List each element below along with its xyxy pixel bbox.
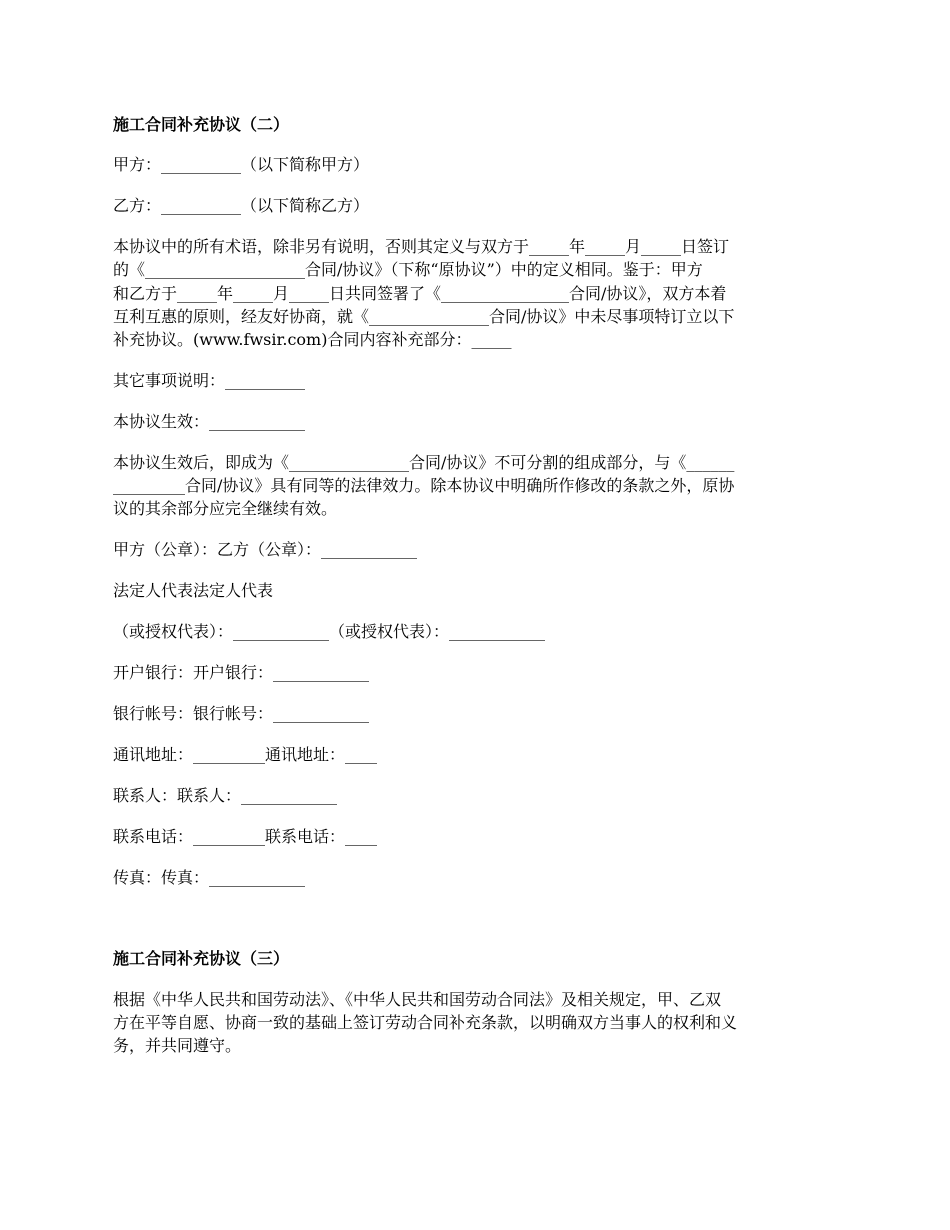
party-a-line: 甲方：__________（以下简称甲方） [113,155,370,174]
phone-line: 联系电话：_________联系电话：____ [113,827,378,846]
intro-line: 和乙方于_____年_____月_____日共同签署了《________________合同/协议》，双方本着 [113,284,727,303]
section3-intro-line: 务，并共同遵守。 [113,1036,242,1055]
contact-line: 联系人：联系人：____________ [113,786,338,805]
address-line: 通讯地址：_________通讯地址：____ [113,745,378,764]
section3-intro-line: 方在平等自愿、协商一致的基础上签订劳动合同补充条款，以明确双方当事人的权利和义 [113,1013,738,1032]
fax-line: 传真：传真：____________ [113,868,306,887]
effect-clause-line: 议的其余部分应完全继续有效。 [113,499,338,518]
section2-title: 施工合同补充协议（二） [113,115,290,134]
section3-intro-line: 根据《中华人民共和国劳动法》、《中华人民共和国劳动合同法》及相关规定，甲、乙双 [113,990,722,1009]
effect-clause-line: 本协议生效后，即成为《_______________合同/协议》不可分割的组成部分，与《______ [113,453,735,472]
authorized-line: （或授权代表）：____________（或授权代表）：____________ [113,622,546,641]
intro-line: 的《____________________合同/协议》（下称“原协议”）中的定义相同。鉴于：甲方 [113,260,703,279]
intro-line: 补充协议。(www.fwsir.com)合同内容补充部分：_____ [113,330,512,349]
seals-line: 甲方（公章）：乙方（公章）：____________ [113,540,418,559]
account-line: 银行帐号：银行帐号：____________ [113,704,370,723]
effective-line: 本协议生效：____________ [113,412,306,431]
intro-line: 本协议中的所有术语，除非另有说明，否则其定义与双方于_____年_____月_____日签订 [113,237,730,256]
effect-clause-line: _________合同/协议》具有同等的法律效力。除本协议中明确所作修改的条款之外，原协 [113,476,735,495]
bank-line: 开户银行：开户银行：____________ [113,663,370,682]
intro-line: 互利互惠的原则，经友好协商，就《_______________合同/协议》中未尽事项特订立以下 [113,307,735,326]
legal-rep-line: 法定人代表法定人代表 [113,581,274,600]
section3-title: 施工合同补充协议（三） [113,949,290,968]
other-matters-line: 其它事项说明：__________ [113,371,306,390]
party-b-line: 乙方：__________（以下简称乙方） [113,196,370,215]
